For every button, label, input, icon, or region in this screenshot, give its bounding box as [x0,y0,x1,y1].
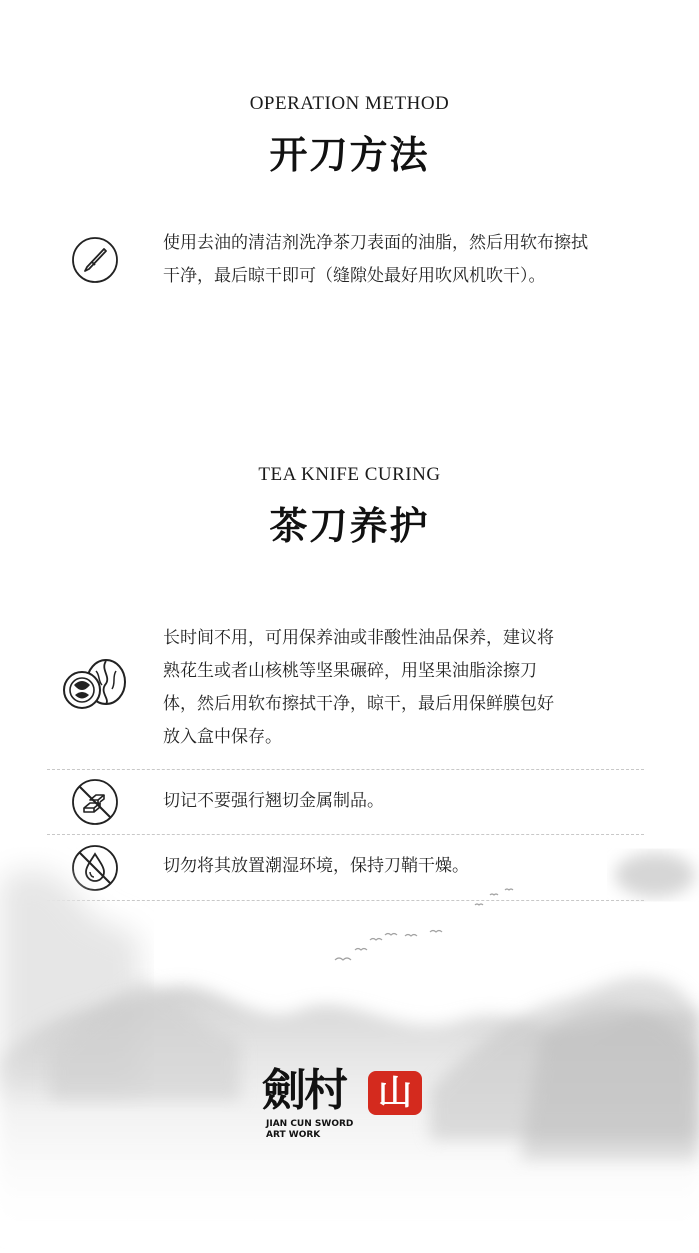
ink-landscape-image [0,840,699,1249]
curing-text [163,622,663,754]
operation-text-line: 干净，最后晾干即可（缝隙处最好用吹风机吹干）。 [163,266,546,286]
no-metal-icon [71,778,119,826]
divider [47,769,644,770]
curing-text-line: 体，然后用软布擦拭干净，晾干，最后用保鲜膜包好 [163,694,554,714]
operation-text [163,227,663,293]
walnut-icon [60,655,130,715]
operation-en-title: OPERATION METHOD [249,93,450,114]
curing-text-line: 长时间不用，可用保养油或非酸性油品保养，建议将 [163,628,554,648]
note-text: 切记不要强行翘切金属制品。 [163,791,384,811]
logo-seal: 山 [368,1071,422,1115]
divider [47,834,644,835]
operation-text-line: 使用去油的清洁剂洗净茶刀表面的油脂，然后用软布擦拭 [163,233,588,253]
curing-text-line: 熟花生或者山核桃等坚果碾碎，用坚果油脂涂擦刀 [163,661,537,681]
logo-chars: 劍村 [262,1065,346,1116]
brand-logo [262,1065,432,1145]
operation-zh-title: 开刀方法 [269,132,430,177]
curing-en-title: TEA KNIFE CURING [258,464,441,485]
logo-en-line2: ART WORK [266,1130,321,1140]
knife-circle-icon [71,236,119,284]
note-text: 切勿将其放置潮湿环境，保持刀鞘干燥。 [163,856,469,876]
logo-en-line1: JIAN CUN SWORD [266,1119,354,1129]
curing-zh-title: 茶刀养护 [269,503,430,548]
curing-text-line: 放入盒中保存。 [163,727,282,747]
